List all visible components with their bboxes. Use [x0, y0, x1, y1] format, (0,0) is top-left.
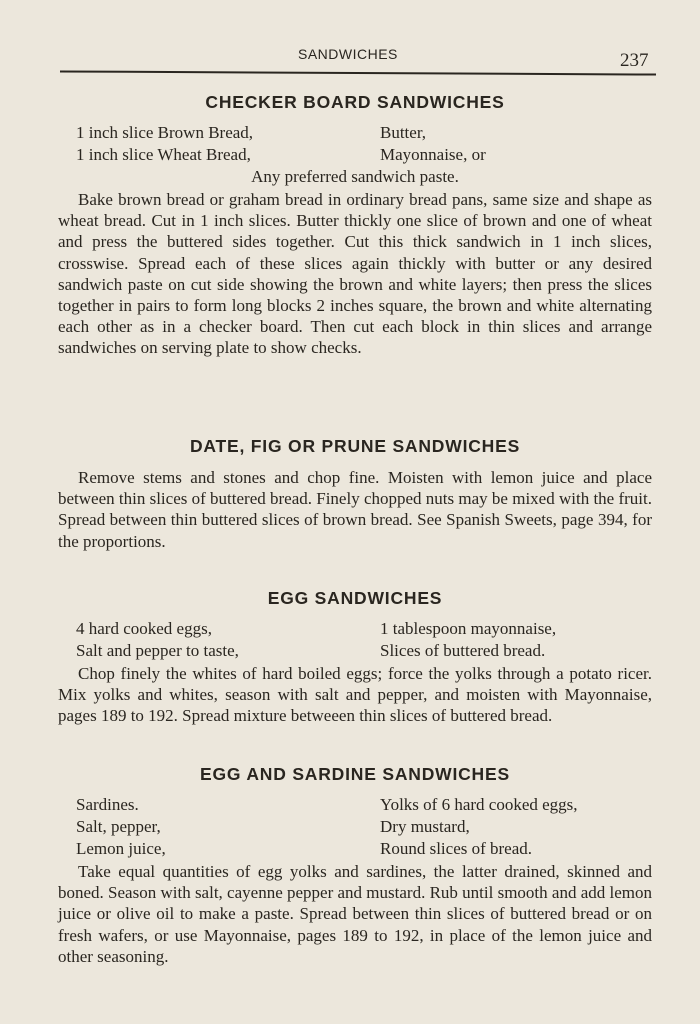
ingredient-left: Salt and pepper to taste,	[76, 641, 239, 660]
ingredient-right: Round slices of bread.	[380, 839, 533, 858]
recipe-heading: DATE, FIG OR PRUNE SANDWICHES	[189, 436, 521, 456]
page-number: 237	[620, 50, 649, 71]
header-rule	[60, 70, 656, 75]
ingredient-left: Salt, pepper,	[76, 817, 161, 836]
ingredient-right: Butter,	[380, 123, 427, 142]
recipe-heading: CHECKER BOARD SANDWICHES	[205, 92, 505, 112]
recipe-checker-board-sandwiches	[58, 92, 652, 359]
recipe-instructions: Remove stems and stones and chop fine. Moisten with lemon juice and place between thin slices of buttered bread. Finely chopped nuts may be mixed with the fruit. Spread between thin buttered slices of brown bread. See Spanish Sweets, page 394, for the proportions.	[58, 468, 652, 551]
ingredient-left: Lemon juice,	[76, 839, 166, 858]
ingredient-row	[58, 619, 652, 641]
recipe-heading: EGG SANDWICHES	[267, 588, 443, 608]
ingredient-right: Dry mustard,	[380, 817, 470, 836]
recipe-egg-and-sardine-sandwiches	[58, 764, 652, 967]
recipe-instructions: Take equal quantities of egg yolks and sardines, the latter drained, skinned and boned. Season with salt, cayenne pepper and mustard. Rub until smooth and add lemon juice or olive oil to make a paste. Spread between thin slices of buttered bread or on fresh wafers, or use Mayonnaise, pages 189 to 192, in place of the lemon juice and other seasoning.	[58, 862, 652, 966]
ingredient-row	[58, 641, 652, 663]
recipe-heading: EGG AND SARDINE SANDWICHES	[200, 764, 510, 784]
ingredient-left: 1 inch slice Brown Bread,	[76, 123, 254, 142]
ingredient-left: 1 inch slice Wheat Bread,	[76, 145, 251, 164]
ingredient-row	[58, 123, 652, 145]
running-head	[0, 44, 700, 80]
ingredient-row	[58, 795, 652, 817]
ingredient-right: Slices of buttered bread.	[380, 641, 546, 660]
ingredient-row	[58, 817, 652, 839]
ingredient-left: Sardines.	[76, 795, 139, 814]
ingredient-right: Mayonnaise, or	[380, 145, 486, 164]
ingredient-row	[58, 145, 652, 167]
ingredient-left: 4 hard cooked eggs,	[76, 619, 212, 638]
ingredient-right: Yolks of 6 hard cooked eggs,	[380, 795, 578, 814]
ingredient-right: 1 tablespoon mayonnaise,	[380, 619, 557, 638]
recipe-egg-sandwiches	[58, 588, 652, 727]
recipe-instructions: Chop finely the whites of hard boiled eggs; force the yolks through a potato ricer. Mix yolks and whites, season with salt and pepper, and moisten with Mayonnaise, pages 189 to 192. Spread mixture betweeen thin slices of buttered bread.	[58, 664, 652, 726]
running-head-title: SANDWICHES	[298, 46, 398, 62]
ingredient-note: Any preferred sandwich paste.	[251, 167, 459, 186]
recipe-date-fig-prune-sandwiches	[58, 436, 652, 552]
recipe-instructions: Bake brown bread or graham bread in ordinary bread pans, same size and shape as wheat bread. Cut in 1 inch slices. Butter thickly one slice of brown and one of wheat and press the buttered sides together. Cut this thick sandwich in 1 inch slices, crosswise. Spread each of these slices again thickly with butter or any desired sandwich paste on cut side showing the brown and white layers; then press the slices together in pairs to form long blocks 2 inches square, the brown and white alternating each other as in a checker board. Then cut each block in thin slices and arrange sandwiches on serving plate to show checks.	[58, 190, 652, 358]
ingredient-row	[58, 839, 652, 861]
